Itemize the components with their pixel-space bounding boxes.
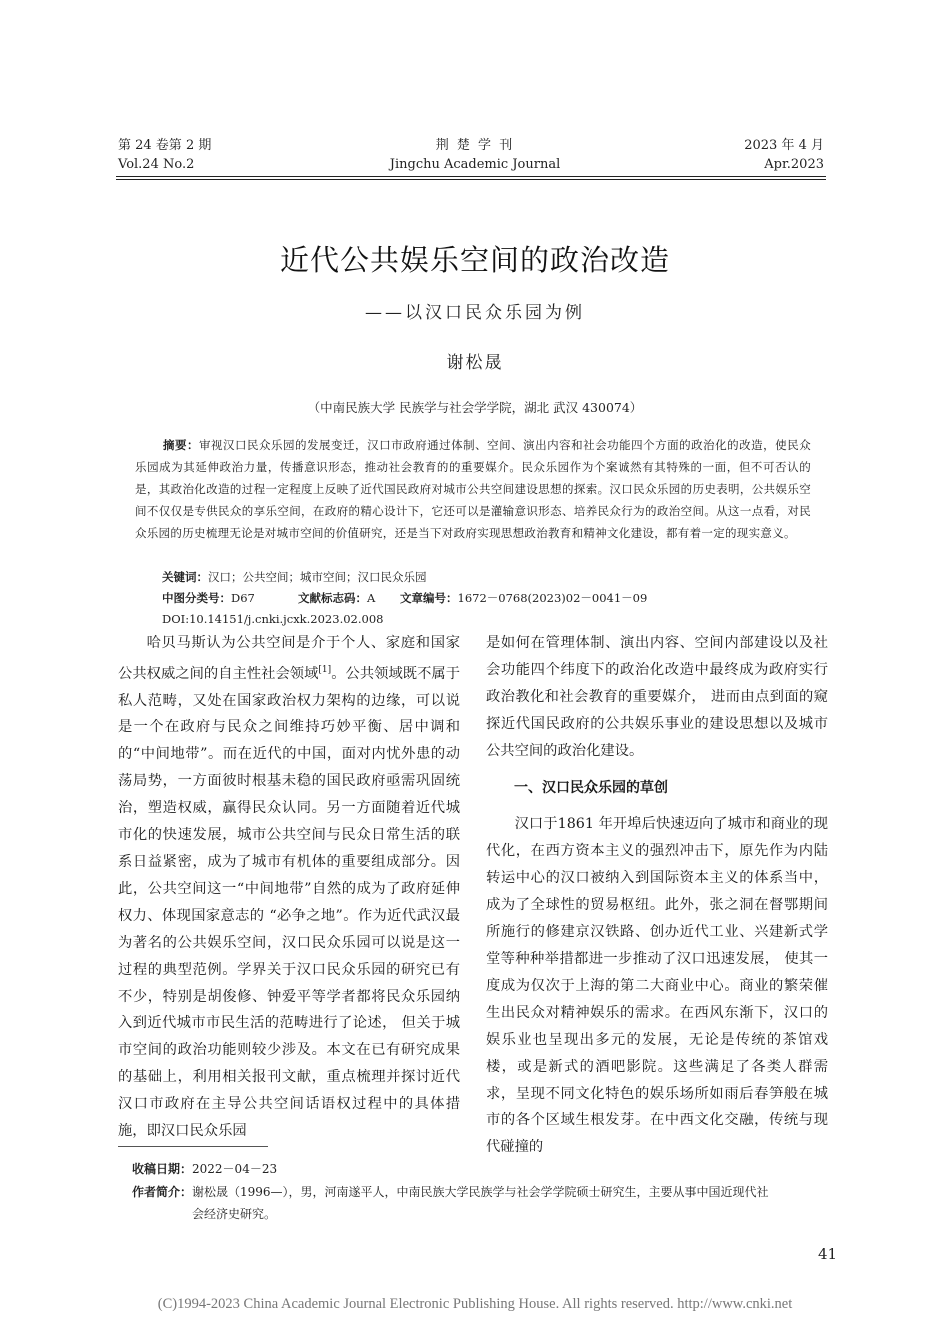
bio-line1: 谢松晟（1996—），男，河南遂平人，中南民族大学民族学与社会学学院硕士研究生，主要从事中国近现代社 [192,1185,769,1199]
section-heading: 一、汉口民众乐园的草创 [514,779,668,796]
header-volume-en: Vol.24 No.2 [118,157,195,172]
clc-value: D67 [231,591,255,605]
paragraph-text: 哈贝马斯认为公共空间是介于个人、家庭和国家公共权威之间的自主性社会领域 [118,635,460,682]
body-left-column [118,630,460,1145]
abstract [135,434,811,544]
received-label: 收稿日期： [132,1162,193,1176]
body-paragraph [118,630,460,1145]
paragraph-text: 。公共领域既不属于私人范畴，又处在国家政治权力架构的边缘，可以说是一个在政府与民众之间维持巧妙平衡、居中调和的“中间地带”。而在近代的中国，面对内忧外患的动荡局势，一方面彼时根基未稳的国民政府亟需巩固统治，塑造权威，赢得民众认同。另一方面随着近代城市化的快速发展，城市公共空间与民众日常生活的联系日益紧密，成为了城市有机体的重要组成部分。因此，公共空间这一“中间地带”自然的成为了政府延伸权力、体现国家意志的 “必争之地”。作为近代武汉最为著名的公共娱乐空间，汉口民众乐园可以说是这一过程的典型范例。学界关于汉口民众乐园的研究已有不少，特别是胡俊修、钟爱平等学者都将民众乐园纳入到近代城市市民生活的范畴进行了论述， 但关于城市空间的政治功能则较少涉及。本文在已有研究成果的基础上，利用相关报刊文献，重点梳理并探讨近代汉口市政府在主导公共空间话语权过程中的具体措施，即汉口民众乐园 [118,665,461,1140]
abstract-text: 审视汉口民众乐园的发展变迁，汉口市政府通过体制、空间、演出内容和社会功能四个方面的政治化的改造，使民众乐园成为其延伸政治力量，传播意识形态，推动社会教育的的重要媒介。民众乐园作为个案诚然有其特殊的一面，但不可否认的是，其政治化改造的过程一定程度上反映了近代国民政府对城市公共空间建设思想的探索。汉口民众乐园的历史表明，公共娱乐空间不仅仅是专供民众的享乐空间，在政府的精心设计下，它还可以是灌输意识形态、培养民众行为的政治空间。从这一点看，对民众乐园的历史梳理无论是对城市空间的价值研究，还是当下对政府实现思想政治教育和精神文化建设，都有着一定的现实意义。 [135,438,811,540]
body-paragraph: 汉口于1861 年开埠后快速迈向了城市和商业的现代化，在西方资本主义的强烈冲击下，原先作为内陆转运中心的汉口被纳入到国际资本主义的体系当中，成为了全球性的贸易枢纽。此外，张之洞在督鄂期间所施行的修建京汉铁路、创办近代工业、兴建新式学堂等种种举措都进一步推动了汉口迅速发展， 使其一度成为仅次于上海的第二大商业中心。商业的繁荣催生出民众对精神娱乐的需求。在西风东渐下，汉口的娱乐业也呈现出多元的发展，无论是传统的茶馆戏楼，或是新式的酒吧影院。这些满足了各类人群需求，呈现不同文化特色的娱乐场所如雨后春笋般在城市的各个区域生根发芽。在中西文化交融，传统与现代碰撞的 [486,816,828,1156]
header-date-en: Apr.2023 [764,157,824,172]
header-journal-en: Jingchu Academic Journal [389,157,561,172]
doc-code-value: A [367,591,376,605]
doc-code-line [298,588,375,608]
received-value: 2022－04－23 [192,1162,278,1176]
article-no-line [400,588,647,608]
doi: DOI:10.14151/j.cnki.jcxk.2023.02.008 [162,612,384,626]
header-date-cn: 2023 年 4 月 [744,138,824,153]
doc-code-label: 文献标志码： [298,591,367,605]
classification-line [162,588,255,608]
citation-ref: [1] [318,664,332,675]
header-rule-top [116,176,826,177]
header-journal-cn: 荆 楚 学 刊 [435,138,515,153]
bio-label: 作者简介： [132,1185,193,1199]
article-no-value: 1672－0768(2023)02－0041－09 [457,591,648,605]
header-rule-bottom [116,179,826,180]
header-volume-cn: 第 24 卷第 2 期 [118,138,212,153]
keywords-value: 汉口；公共空间；城市空间；汉口民众乐园 [208,570,427,584]
article-no-label: 文章编号： [400,591,458,605]
abstract-label: 摘要： [163,438,200,452]
clc-label: 中图分类号： [162,591,231,605]
body-paragraph: 是如何在管理体制、演出内容、空间内部建设以及社会功能四个纬度下的政治化改造中最终成为政府实行政治教化和社会教育的重要媒介， 进而由点到面的窥探近代国民政府的公共娱乐事业的建设思想以及城市公共空间的政治化建设。 [486,635,828,759]
footnote-received [132,1158,277,1180]
body-right-column [486,630,828,1161]
article-subtitle: ——以汉口民众乐园为例 [365,303,585,323]
article-affiliation: （中南民族大学 民族学与社会学学院，湖北 武汉 430074） [307,400,643,415]
keywords-line [162,567,427,587]
footnote-bio [132,1181,852,1225]
bio-line2: 会经济史研究。 [192,1207,277,1221]
copyright-footer: (C)1994-2023 China Academic Journal Electronic Publishing House. All rights reserved. http://www.cnki.net [157,1296,793,1312]
keywords-label: 关键词： [162,570,208,584]
article-author: 谢松晟 [446,353,504,373]
article-title: 近代公共娱乐空间的政治改造 [279,243,670,277]
page-number: 41 [818,1245,838,1263]
footnote-rule [118,1146,268,1147]
